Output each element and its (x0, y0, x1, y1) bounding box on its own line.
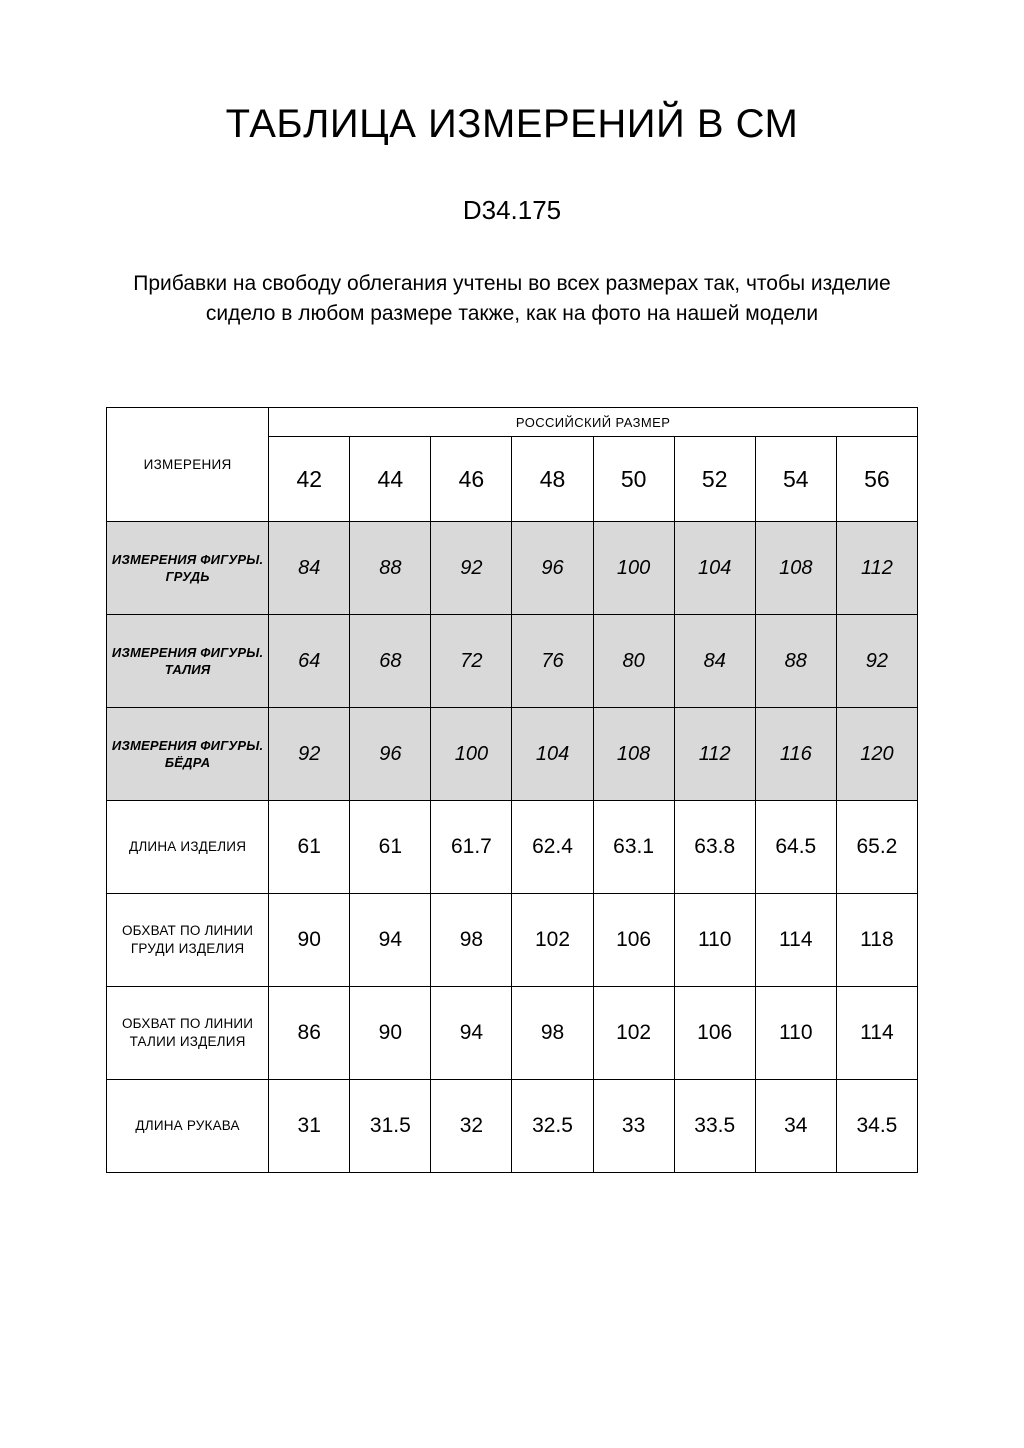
cell-value: 118 (836, 894, 917, 987)
row-label: ОБХВАТ ПО ЛИНИИ ГРУДИ ИЗДЕЛИЯ (107, 894, 269, 987)
cell-value: 33.5 (674, 1080, 755, 1173)
cell-value: 34.5 (836, 1080, 917, 1173)
table-body (107, 522, 918, 1173)
header-size-48: 48 (512, 437, 593, 522)
header-size-56: 56 (836, 437, 917, 522)
cell-value: 90 (350, 987, 431, 1080)
cell-value: 86 (269, 987, 350, 1080)
header-size-50: 50 (593, 437, 674, 522)
header-size-44: 44 (350, 437, 431, 522)
intro-text: Прибавки на свободу облегания учтены во всех размерах так, чтобы изделие сидело в любом размере также, как на фото на нашей модели (133, 271, 891, 326)
cell-value: 114 (836, 987, 917, 1080)
cell-value: 32 (431, 1080, 512, 1173)
cell-value: 64.5 (755, 801, 836, 894)
cell-value: 116 (755, 708, 836, 801)
cell-value: 92 (836, 615, 917, 708)
cell-value: 68 (350, 615, 431, 708)
cell-value: 65.2 (836, 801, 917, 894)
cell-value: 94 (431, 987, 512, 1080)
cell-value: 104 (674, 522, 755, 615)
header-size-52: 52 (674, 437, 755, 522)
cell-value: 98 (431, 894, 512, 987)
measurements-table (106, 407, 918, 1173)
cell-value: 112 (674, 708, 755, 801)
cell-value: 90 (269, 894, 350, 987)
header-measurements-label: ИЗМЕРЕНИЯ (107, 408, 269, 522)
cell-value: 102 (512, 894, 593, 987)
cell-value: 63.1 (593, 801, 674, 894)
header-size-46: 46 (431, 437, 512, 522)
row-label: ДЛИНА РУКАВА (107, 1080, 269, 1173)
cell-value: 94 (350, 894, 431, 987)
cell-value: 61.7 (431, 801, 512, 894)
cell-value: 92 (431, 522, 512, 615)
cell-value: 112 (836, 522, 917, 615)
cell-value: 100 (593, 522, 674, 615)
row-label: ИЗМЕРЕНИЯ ФИГУРЫ. ГРУДЬ (107, 522, 269, 615)
cell-value: 34 (755, 1080, 836, 1173)
cell-value: 120 (836, 708, 917, 801)
cell-value: 61 (269, 801, 350, 894)
header-russian-size: РОССИЙСКИЙ РАЗМЕР (269, 408, 918, 437)
model-code: D34.175 (462, 195, 562, 225)
cell-value: 102 (593, 987, 674, 1080)
table-row (107, 801, 918, 894)
cell-value: 84 (674, 615, 755, 708)
cell-value: 96 (512, 522, 593, 615)
cell-value: 106 (593, 894, 674, 987)
cell-value: 88 (755, 615, 836, 708)
cell-value: 100 (431, 708, 512, 801)
cell-value: 106 (674, 987, 755, 1080)
cell-value: 104 (512, 708, 593, 801)
measurements-table-wrapper (106, 329, 918, 1173)
cell-value: 31 (269, 1080, 350, 1173)
cell-value: 64 (269, 615, 350, 708)
table-row (107, 615, 918, 708)
cell-value: 33 (593, 1080, 674, 1173)
row-label: ОБХВАТ ПО ЛИНИИ ТАЛИИ ИЗДЕЛИЯ (107, 987, 269, 1080)
table-row (107, 894, 918, 987)
cell-value: 31.5 (350, 1080, 431, 1173)
cell-value: 108 (593, 708, 674, 801)
cell-value: 92 (269, 708, 350, 801)
page-title: ТАБЛИЦА ИЗМЕРЕНИЙ В СМ (225, 102, 799, 146)
cell-value: 76 (512, 615, 593, 708)
cell-value: 96 (350, 708, 431, 801)
cell-value: 108 (755, 522, 836, 615)
row-label: ИЗМЕРЕНИЯ ФИГУРЫ. БЁДРА (107, 708, 269, 801)
table-row (107, 987, 918, 1080)
cell-value: 88 (350, 522, 431, 615)
cell-value: 84 (269, 522, 350, 615)
table-header (107, 408, 918, 522)
cell-value: 114 (755, 894, 836, 987)
cell-value: 63.8 (674, 801, 755, 894)
cell-value: 72 (431, 615, 512, 708)
cell-value: 110 (755, 987, 836, 1080)
header-size-54: 54 (755, 437, 836, 522)
row-label: ИЗМЕРЕНИЯ ФИГУРЫ. ТАЛИЯ (107, 615, 269, 708)
cell-value: 80 (593, 615, 674, 708)
cell-value: 98 (512, 987, 593, 1080)
cell-value: 61 (350, 801, 431, 894)
header-size-42: 42 (269, 437, 350, 522)
cell-value: 110 (674, 894, 755, 987)
table-row (107, 708, 918, 801)
cell-value: 62.4 (512, 801, 593, 894)
table-header-group-row (107, 408, 918, 437)
row-label: ДЛИНА ИЗДЕЛИЯ (107, 801, 269, 894)
cell-value: 32.5 (512, 1080, 593, 1173)
table-row (107, 1080, 918, 1173)
table-row (107, 522, 918, 615)
